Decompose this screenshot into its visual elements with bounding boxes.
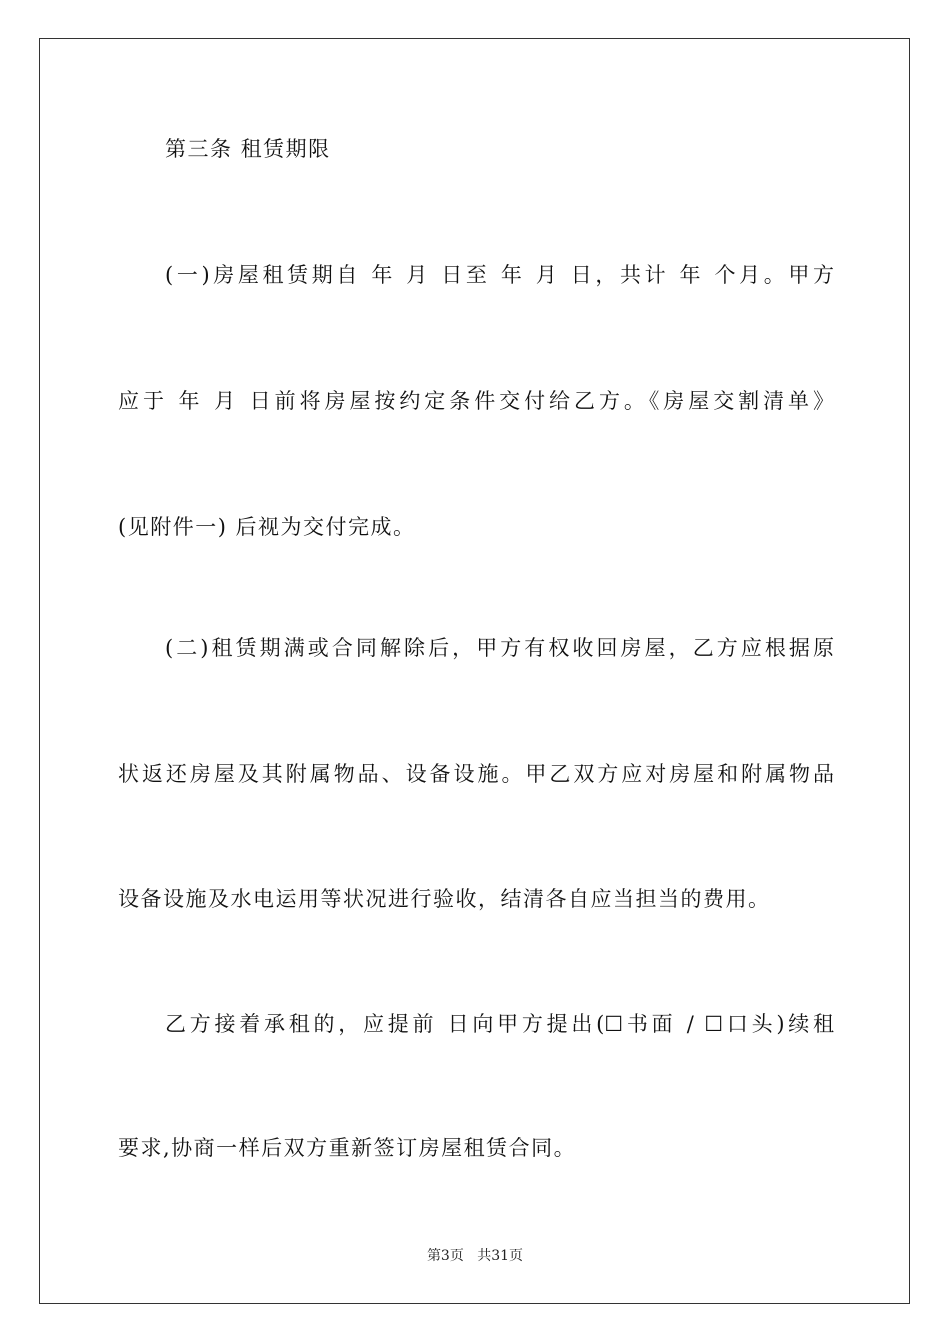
paragraph-line-8: 要求,协商一样后双方重新签订房屋租赁合同。 [118,1136,577,1160]
paragraph-line-5: 状返还房屋及其附属物品、设备设施。甲乙双方应对房屋和附属物品 [118,762,834,786]
paragraph-line-4: (二)租赁期满或合同解除后，甲方有权收回房屋，乙方应根据原 [165,636,834,660]
paragraph-line-7: 乙方接着承租的，应提前 日向甲方提出(☐书面 / ☐口头)续租 [165,1012,834,1036]
paragraph-line-3: (见附件一) 后视为交付完成。 [118,515,416,539]
page-footer [0,1246,950,1266]
total-pages: 共31页 [477,1248,524,1264]
paragraph-line-1: (一)房屋租赁期自 年 月 日至 年 月 日，共计 年 个月。甲方 [165,263,834,287]
paragraph-line-6: 设备设施及水电运用等状况进行验收，结清各自应当担当的费用。 [118,887,771,911]
page-number: 第3页 [426,1248,464,1264]
section-heading: 第三条 租赁期限 [165,137,331,161]
page-frame [39,38,910,1304]
paragraph-line-2: 应于 年 月 日前将房屋按约定条件交付给乙方。《房屋交割清单》 [118,389,834,413]
